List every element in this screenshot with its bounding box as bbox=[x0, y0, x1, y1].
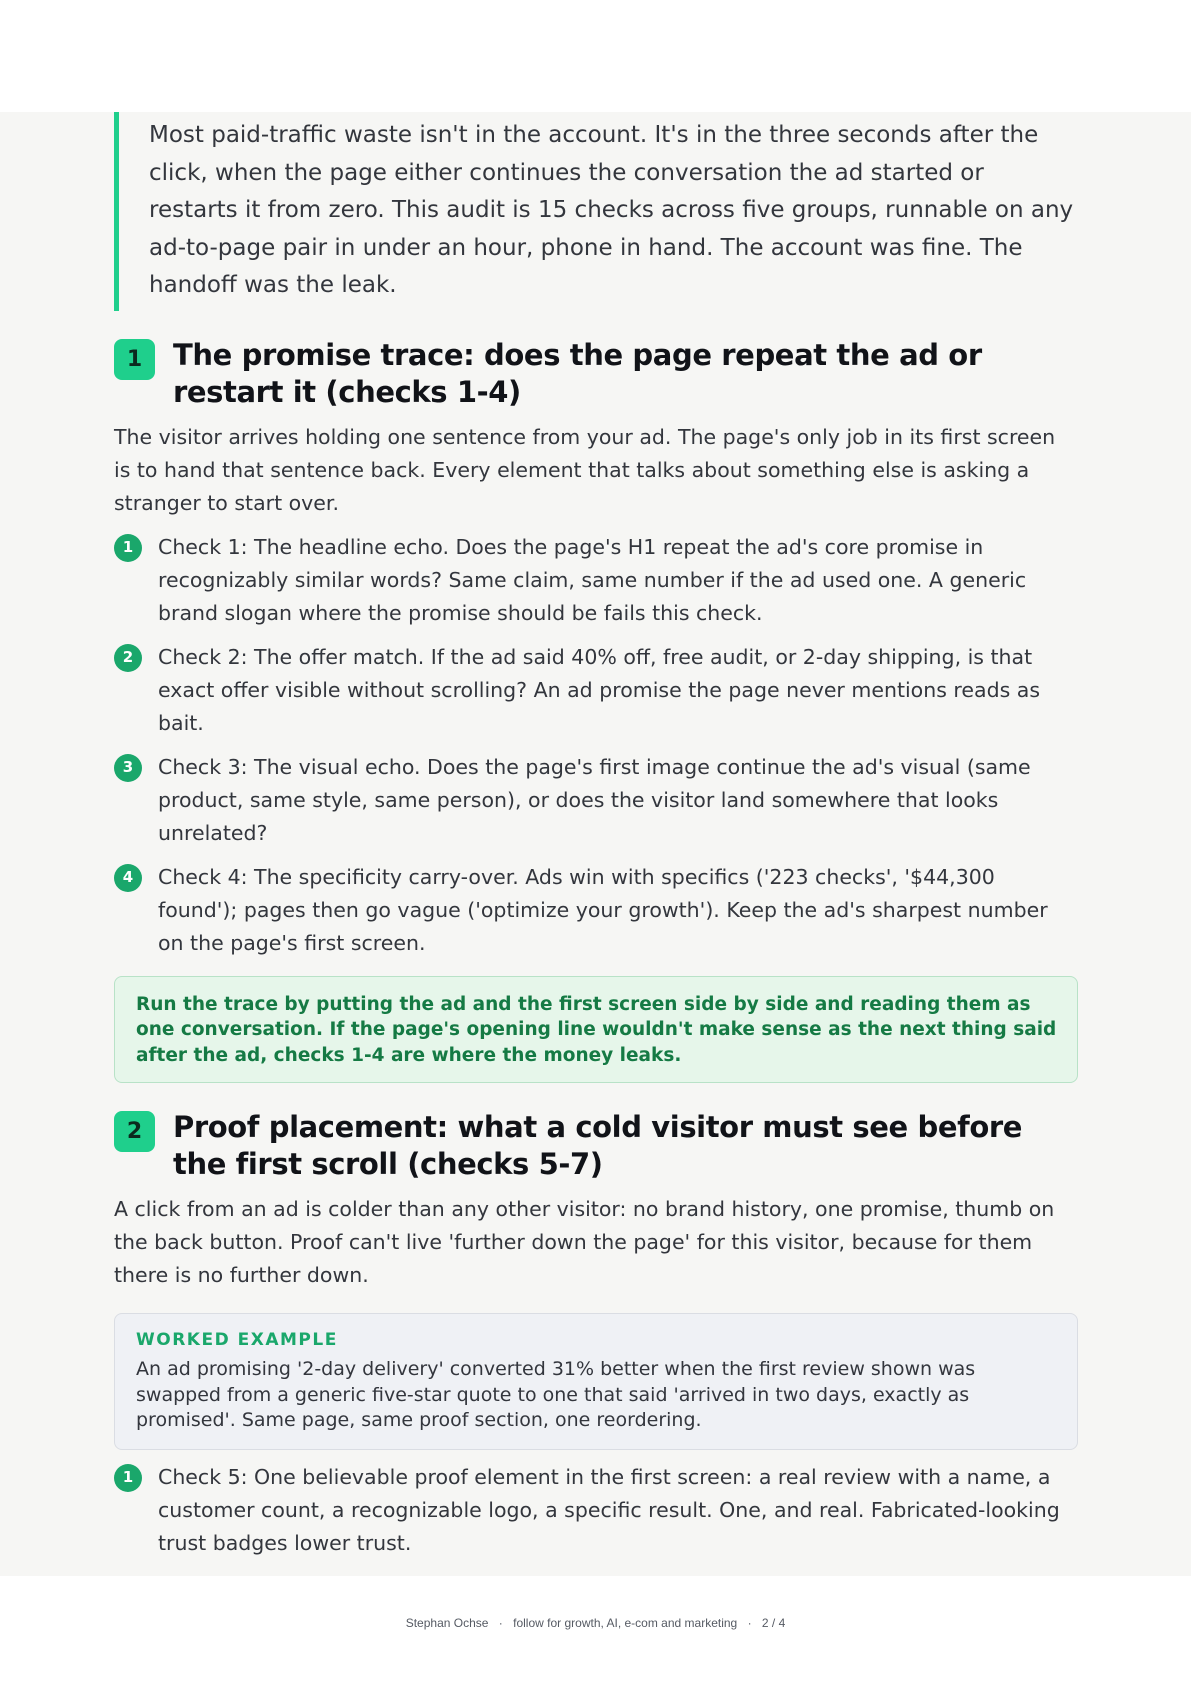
footer-separator: · bbox=[498, 1616, 503, 1630]
check-item bbox=[114, 751, 1078, 850]
footer-author: Stephan Ochse bbox=[405, 1616, 489, 1630]
check-item bbox=[114, 861, 1078, 960]
section-1-lead: The visitor arrives holding one sentence from your ad. The page's only job in its first screen is to hand that sentence back. Every element that talks about something else is asking a stranger to start over. bbox=[114, 424, 1056, 515]
check-item bbox=[114, 1461, 1078, 1560]
check-number-badge: 4 bbox=[114, 864, 142, 892]
footer-separator: · bbox=[747, 1616, 752, 1630]
section-number-badge: 2 bbox=[114, 1111, 155, 1152]
check-number-badge: 3 bbox=[114, 754, 142, 782]
check-number-badge: 2 bbox=[114, 644, 142, 672]
section-1-checklist bbox=[114, 531, 1078, 960]
check-text: Check 1: The headline echo. Does the page's H1 repeat the ad's core promise in recognizably similar words? Same claim, same number if the ad used one. A generic brand slogan where the promise should be fails this check. bbox=[158, 534, 1027, 625]
check-number-badge: 1 bbox=[114, 534, 142, 562]
check-text: Check 2: The offer match. If the ad said 40% off, free audit, or 2-day shipping, is that exact offer visible without scrolling? An ad promise the page never mentions reads as bait. bbox=[158, 644, 1041, 735]
check-text: Check 3: The visual echo. Does the page's first image continue the ad's visual (same product, same style, same person), or does the visitor land somewhere that looks unrelated? bbox=[158, 754, 1031, 845]
check-text: Check 5: One believable proof element in the first screen: a real review with a name, a customer count, a recognizable logo, a specific result. One, and real. Fabricated-looking trust badges lower trust. bbox=[158, 1464, 1060, 1555]
section-number-badge: 1 bbox=[114, 339, 155, 380]
check-item bbox=[114, 531, 1078, 630]
section-2-title: Proof placement: what a cold visitor must see before the first scroll (checks 5-7) bbox=[173, 1110, 1023, 1181]
check-number-badge: 1 bbox=[114, 1464, 142, 1492]
document-body bbox=[114, 112, 1078, 1560]
worked-example-box bbox=[114, 1313, 1078, 1450]
section-2-checklist bbox=[114, 1461, 1078, 1560]
footer-page-number: 2 / 4 bbox=[761, 1616, 786, 1630]
worked-example-text: An ad promising '2-day delivery' converted 31% better when the first review shown was swapped from a generic five-star quote to one that said 'arrived in two days, exactly as promised'. Same page, same proof section, one reordering. bbox=[136, 1358, 976, 1431]
section-1-header bbox=[114, 337, 1078, 411]
footer-tagline: follow for growth, AI, e-com and marketing bbox=[513, 1616, 738, 1630]
section-1-callout: Run the trace by putting the ad and the first screen side by side and reading them as one conversation. If the page's opening line wouldn't make sense as the next thing said after the ad, checks 1-4 are where the money leaks. bbox=[114, 976, 1078, 1084]
section-2-lead: A click from an ad is colder than any other visitor: no brand history, one promise, thumb on the back button. Proof can't live 'further down the page' for this visitor, because for them there is no further down. bbox=[114, 1197, 1055, 1287]
worked-example-label: WORKED EXAMPLE bbox=[136, 1330, 338, 1350]
check-text: Check 4: The specificity carry-over. Ads win with specifics ('223 checks', '$44,300 found'); pages then go vague ('optimize your growth'). Keep the ad's sharpest number on the page's first screen. bbox=[158, 864, 1048, 955]
check-item bbox=[114, 641, 1078, 740]
section-2-header bbox=[114, 1109, 1078, 1183]
page-footer bbox=[0, 1616, 1191, 1630]
intro-blockquote: Most paid-traffic waste isn't in the account. It's in the three seconds after the click, when the page either continues the conversation the ad started or restarts it from zero. This audit is 15 checks across five groups, runnable on any ad-to-page pair in under an hour, phone in hand. The account was fine. The handoff was the leak. bbox=[114, 112, 1078, 311]
section-1-title: The promise trace: does the page repeat the ad or restart it (checks 1-4) bbox=[173, 337, 982, 409]
